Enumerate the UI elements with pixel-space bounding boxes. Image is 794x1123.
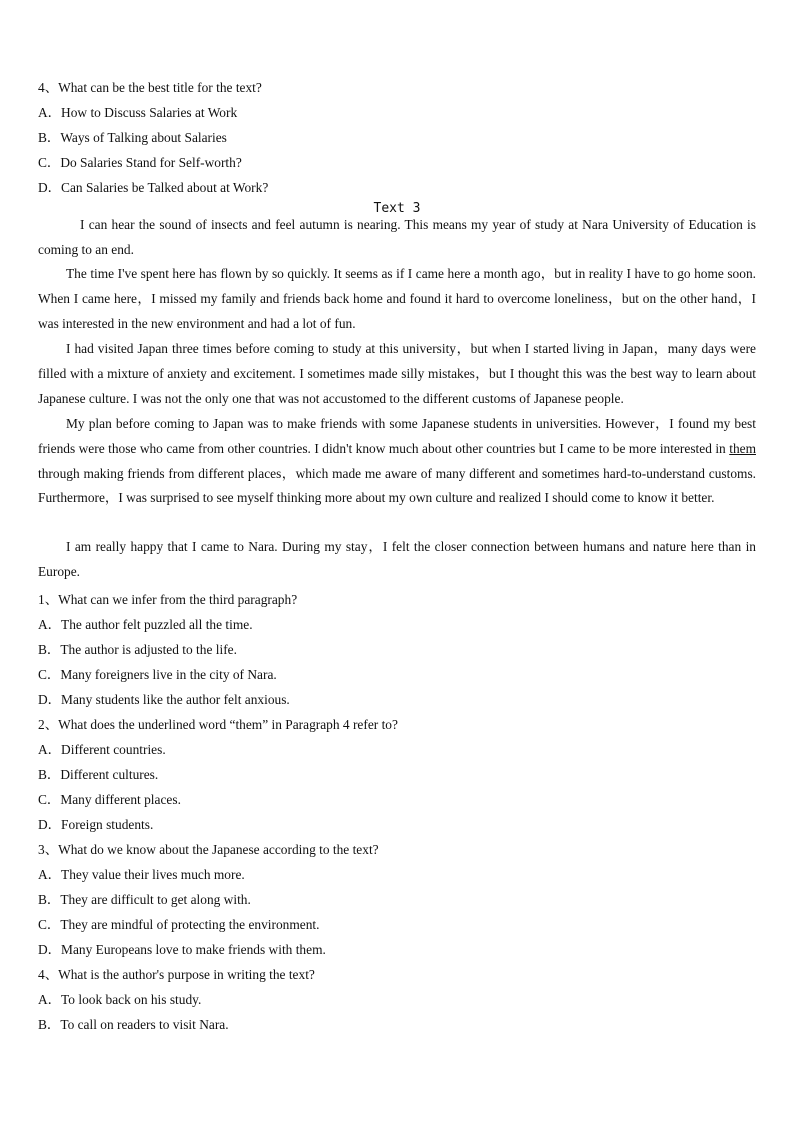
option-text: C．They are mindful of protecting the environment. <box>38 917 320 932</box>
option-text: C．Many different places. <box>38 792 181 807</box>
option-text: D．Many Europeans love to make friends with them. <box>38 942 326 957</box>
underlined-word: them <box>729 440 756 456</box>
question-text: 4、What can be the best title for the text? <box>38 80 262 95</box>
option-text: C．Many foreigners live in the city of Nara. <box>38 667 277 682</box>
option-text: A．The author felt puzzled all the time. <box>38 617 253 632</box>
option-text: D．Foreign students. <box>38 817 154 832</box>
paragraph-2: The time I've spent here has flown by so quickly. It seems as if I came here a month ago，but in reality I have to go home soon. When I came here，I missed my family and friends back home and found it hard to overcome loneliness，but on the other hand，I was interested in the new environment and had a lot of fun. <box>38 266 756 331</box>
option-text: B．Different cultures. <box>38 767 159 782</box>
question-text: 4、What is the author's purpose in writing the text? <box>38 967 315 982</box>
section-title: Text 3 <box>373 201 421 216</box>
paragraph-4-part2: through making friends from different places，which made me aware of many different and sometimes hard-to-understand customs. Furthermore，I was surprised to see myself thinking more about my own culture and realized I should come to know it better. <box>38 465 756 506</box>
paragraph-5: I am really happy that I came to Nara. During my stay，I felt the closer connection between humans and nature here than in Europe. <box>38 539 756 579</box>
option-text: A．Different countries. <box>38 742 166 757</box>
option-text: B．They are difficult to get along with. <box>38 892 251 907</box>
option-text: A．They value their lives much more. <box>38 867 245 882</box>
option-text: B．The author is adjusted to the life. <box>38 642 237 657</box>
option-text: A．How to Discuss Salaries at Work <box>38 105 238 120</box>
option-text: D．Many students like the author felt anxious. <box>38 692 290 707</box>
question-text: 2、What does the underlined word “them” in Paragraph 4 refer to? <box>38 717 398 732</box>
paragraph-4 <box>38 412 756 511</box>
option-text: B．Ways of Talking about Salaries <box>38 130 227 145</box>
option-text: B．To call on readers to visit Nara. <box>38 1017 229 1032</box>
option-text: C．Do Salaries Stand for Self-worth? <box>38 155 242 170</box>
paragraph-4-part1: My plan before coming to Japan was to make friends with some Japanese students in universities. However，I found my best friends were those who came from other countries. I didn't know much about other countries but I came to be more interested in <box>38 416 756 456</box>
question-text: 1、What can we infer from the third paragraph? <box>38 592 298 607</box>
option-text: D．Can Salaries be Talked about at Work? <box>38 180 269 195</box>
paragraph-1: I can hear the sound of insects and feel autumn is nearing. This means my year of study at Nara University of Education is coming to an end. <box>38 217 756 257</box>
question-text: 3、What do we know about the Japanese according to the text? <box>38 842 379 857</box>
option-text: A．To look back on his study. <box>38 992 202 1007</box>
paragraph-3: I had visited Japan three times before coming to study at this university，but when I started living in Japan，many days were filled with a mixture of anxiety and excitement. I sometimes made silly mistakes，but I thought this was the best way to learn about Japanese culture. I was not the only one that was not accustomed to the different customs of Japanese people. <box>38 341 756 406</box>
